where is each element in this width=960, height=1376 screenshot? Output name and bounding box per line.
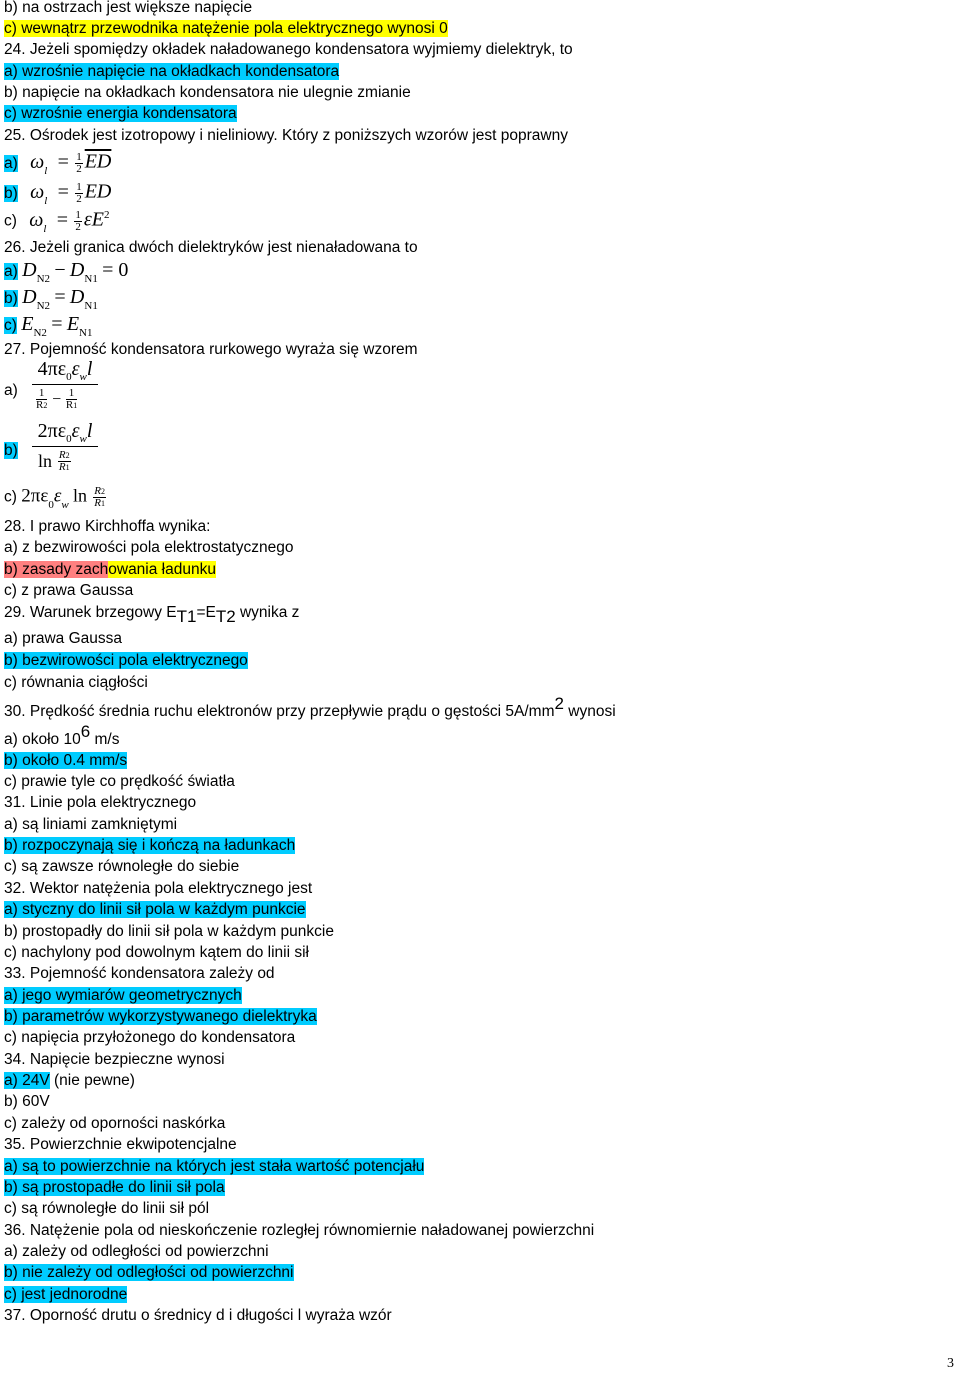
formula-25c: c) $\omega_l$ = $\frac{1}{2}$ $\varepsilon E^2$ (4, 208, 110, 235)
formula-26c: c) $E_{N2} = E_{N1}$ (4, 313, 93, 339)
question-27: 27. Pojemność kondensatora rurkowego wyraża się wzorem (4, 341, 418, 358)
formula-25a: a) $\omega_l$ = $\frac{1}{2}$ $\overline{ED}$ (4, 150, 112, 177)
answer-36b: b) nie zależy od odległości od powierzchni (4, 1264, 294, 1281)
answer-32b: b) prostopadły do linii sił pola w każdym punkcie (4, 923, 334, 940)
formula-26b: b) $D_{N2} = D_{N1}$ (4, 286, 98, 312)
question-29: 29. Warunek brzegowy ET1=ET2 wynika z (4, 604, 300, 626)
question-33: 33. Pojemność kondensatora zależy od (4, 965, 275, 982)
answer-30b: b) około 0.4 mm/s (4, 752, 128, 769)
answer-33b: b) parametrów wykorzystywanego dielektryka (4, 1008, 317, 1025)
answer-31a: a) są liniami zamkniętymi (4, 816, 178, 833)
answer-31c: c) są zawsze równoległe do siebie (4, 858, 240, 875)
answer-28b: b) zasady zachowania ładunku (4, 561, 216, 578)
question-31: 31. Linie pola elektrycznego (4, 794, 197, 811)
question-35: 35. Powierzchnie ekwipotencjalne (4, 1136, 237, 1153)
formula-27a: $4\pi\varepsilon_0\varepsilon_wl$ $\frac{1}{R2}$ − $\frac{1}{R1}$ (30, 358, 100, 382)
line-b-ostrza: b) na ostrzach jest większe napięcie (4, 0, 253, 16)
answer-35a: a) są to powierzchnie na których jest stała wartość potencjału (4, 1158, 425, 1175)
answer-32c: c) nachylony pod dowolnym kątem do linii sił (4, 944, 309, 961)
answer-35c: c) są równoległe do linii sił pól (4, 1200, 210, 1217)
answer-30c: c) prawie tyle co prędkość światła (4, 773, 235, 790)
question-25: 25. Ośrodek jest izotropowy i nieliniowy. Który z poniższych wzorów jest poprawny (4, 127, 568, 144)
answer-34a: a) 24V (nie pewne) (4, 1072, 135, 1089)
question-37: 37. Oporność drutu o średnicy d i długości l wyraża wzór (4, 1307, 392, 1324)
line-c-wewnatrz: c) wewnątrz przewodnika natężenie pola elektrycznego wynosi 0 (4, 20, 448, 37)
page-number: 3 (947, 1356, 954, 1371)
answer-34b: b) 60V (4, 1093, 50, 1110)
question-32: 32. Wektor natężenia pola elektrycznego jest (4, 880, 313, 897)
answer-35b: b) są prostopadłe do linii sił pola (4, 1179, 225, 1196)
answer-33c: c) napięcia przyłożonego do kondensatora (4, 1029, 296, 1046)
formula-27c: c) $2\pi\varepsilon_0\varepsilon_w$ ln $\frac{R2}{R1}$ (4, 485, 106, 511)
answer-24a: a) wzrośnie napięcie na okładkach kondensatora (4, 63, 340, 80)
formula-26a: a) $D_{N2} - D_{N1} = 0$ (4, 259, 129, 285)
formula-27b-label: b) (4, 442, 18, 459)
question-34: 34. Napięcie bezpieczne wynosi (4, 1051, 225, 1068)
answer-30a: a) około 106 m/s (4, 722, 120, 748)
answer-34c: c) zależy od oporności naskórka (4, 1115, 226, 1132)
question-26: 26. Jeżeli granica dwóch dielektryków jest nienaładowana to (4, 239, 418, 256)
answer-29b: b) bezwirowości pola elektrycznego (4, 652, 248, 669)
formula-27b: $2\pi\varepsilon_0\varepsilon_wl$ ln $\frac{R2}{R1}$ (30, 420, 100, 444)
answer-29c: c) równania ciągłości (4, 674, 148, 691)
answer-24c: c) wzrośnie energia kondensatora (4, 105, 237, 122)
question-30: 30. Prędkość średnia ruchu elektronów przy przepływie prądu o gęstości 5A/mm2 wynosi (4, 694, 616, 720)
question-36: 36. Natężenie pola od nieskończenie rozległej równomiernie naładowanej powierzchni (4, 1222, 595, 1239)
answer-32a: a) styczny do linii sił pola w każdym punkcie (4, 901, 306, 918)
formula-27a-label: a) (4, 382, 18, 399)
answer-28c: c) z prawa Gaussa (4, 582, 134, 599)
answer-31b: b) rozpoczynają się i kończą na ładunkach (4, 837, 296, 854)
answer-29a: a) prawa Gaussa (4, 630, 123, 647)
formula-25b: b) $\omega_l$ = $\frac{1}{2}$ ED (4, 180, 112, 207)
answer-36c: c) jest jednorodne (4, 1286, 128, 1303)
answer-24b: b) napięcie na okładkach kondensatora nie ulegnie zmianie (4, 84, 411, 101)
answer-28a: a) z bezwirowości pola elektrostatycznego (4, 539, 294, 556)
question-28: 28. I prawo Kirchhoffa wynika: (4, 518, 211, 535)
answer-36a: a) zależy od odległości od powierzchni (4, 1243, 269, 1260)
question-24: 24. Jeżeli spomiędzy okładek naładowanego kondensatora wyjmiemy dielektryk, to (4, 41, 573, 58)
answer-33a: a) jego wymiarów geometrycznych (4, 987, 242, 1004)
